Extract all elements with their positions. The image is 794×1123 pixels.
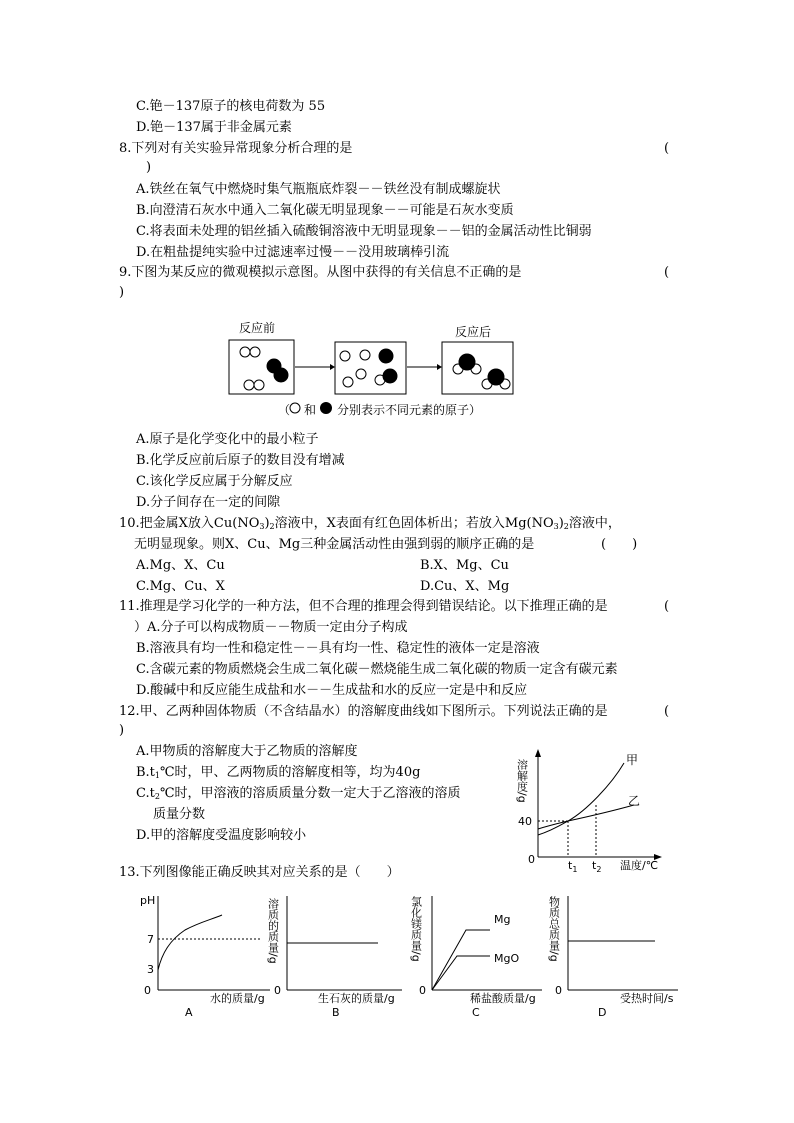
t1-label: $t_1$ — [568, 859, 578, 874]
option-b[interactable]: B.溶液具有均一性和稳定性－－具有均一性、稳定性的液体一定是溶液 — [136, 641, 540, 656]
reaction-micro-diagram — [225, 318, 525, 420]
series-yi-curve — [538, 805, 634, 829]
option-d[interactable]: D.酸碱中和反应能生成盐和水－－生成盐和水的反应一定是中和反应 — [136, 683, 528, 698]
middle-atoms — [340, 349, 397, 387]
ph-curve — [158, 915, 222, 970]
x-axis-label: 生石灰的质量/g — [318, 992, 395, 1005]
y-axis-label: 溶质的质量/g — [266, 898, 280, 964]
option-c[interactable]: $C.t_2℃$时，甲溶液的溶质质量分数一定大于乙溶液的溶质 — [136, 786, 461, 801]
origin-label: 0 — [528, 853, 535, 866]
origin-label: 0 — [144, 984, 151, 997]
solubility-curve-chart — [516, 745, 676, 875]
chart-d — [547, 888, 690, 1023]
option-c-continued: 质量分数 — [153, 807, 206, 822]
x-axis-label: 稀盐酸质量/g — [470, 992, 536, 1005]
panel-label: D — [598, 1006, 607, 1019]
option-d[interactable]: D.Cu、X、Mg — [420, 579, 510, 594]
series-mg-label: Mg — [494, 913, 511, 926]
black-atom-legend-icon — [320, 402, 332, 414]
y-tick-7: 7 — [147, 933, 154, 946]
origin-label: 0 — [555, 984, 562, 997]
y-axis-label: 物质总质量/g — [547, 896, 561, 962]
arrow-1-head — [330, 364, 335, 370]
x-axis-label: 受热时间/s — [620, 992, 674, 1005]
y-tick-40: 40 — [518, 815, 532, 828]
before-label: 反应前 — [239, 321, 276, 335]
option-b[interactable]: B.X、Mg、Cu — [420, 558, 509, 573]
answer-paren-open: ( — [664, 704, 670, 719]
series-mgo-label: MgO — [494, 952, 520, 965]
y-axis-label: 溶解度/g — [515, 759, 529, 803]
chart-c — [410, 888, 550, 1023]
chart-b — [266, 888, 410, 1023]
question-9-stem: 9.下图为某反应的微观模拟示意图。从图中获得的有关信息不正确的是 — [119, 265, 522, 280]
option-a[interactable]: A.甲物质的溶解度大于乙物质的溶解度 — [136, 744, 358, 759]
answer-paren-close: ) — [119, 723, 125, 738]
option-c[interactable]: C.含碳元素的物质燃烧会生成二氧化碳－燃烧能生成二氧化碳的物质一定含有碳元素 — [136, 662, 618, 677]
option-b[interactable]: B.向澄清石灰水中通入二氧化碳无明显现象－－可能是石灰水变质 — [136, 203, 514, 218]
panel-label: A — [185, 1006, 193, 1019]
option-c[interactable]: C.将表面未处理的铝丝插入硫酸铜溶液中无明显现象－－铝的金属活动性比铜弱 — [136, 224, 592, 239]
x-axis-label: 水的质量/g — [210, 992, 265, 1005]
option-a[interactable]: A.Mg、X、Cu — [136, 558, 225, 573]
panel-label: B — [332, 1006, 340, 1019]
answer-paren-close: ) — [119, 285, 125, 300]
answer-paren-open: ( — [664, 599, 670, 614]
option-d[interactable]: D.甲的溶解度受温度影响较小 — [136, 828, 307, 843]
x-axis-label: 温度/℃ — [620, 859, 659, 872]
option-d[interactable]: D.分子间存在一定的间隙 — [136, 495, 281, 510]
origin-label: 0 — [274, 984, 281, 997]
legend-caption-c: 分别表示不同元素的原子） — [337, 403, 482, 417]
panel-label: C — [472, 1006, 480, 1019]
question-10-stem-line2: 无明显现象。则X、Cu、Mg三种金属活动性由强到弱的顺序正确的是 — [134, 537, 535, 552]
series-yi-label: 乙 — [628, 794, 641, 808]
option-text: D.铯－137属于非金属元素 — [136, 120, 292, 135]
y-axis-arrow — [535, 749, 541, 757]
y-tick-3: 3 — [147, 963, 154, 976]
t2-label: $t_2$ — [592, 859, 602, 874]
answer-paren-open: ( — [664, 265, 670, 280]
after-molecules — [453, 354, 510, 389]
legend-caption-b: 和 — [304, 403, 317, 417]
option-a[interactable]: ）A.分子可以构成物质－－物质一定由分子构成 — [134, 620, 408, 635]
option-d[interactable]: D.在粗盐提纯实验中过滤速率过慢－－没用玻璃棒引流 — [136, 245, 450, 260]
y-axis-label: pH — [140, 894, 156, 907]
arrow-2-head — [437, 364, 442, 370]
answer-paren-open: ( — [664, 141, 670, 156]
option-b[interactable]: B.化学反应前后原子的数目没有增减 — [136, 453, 345, 468]
question-13-stem: 13.下列图像能正确反映其对应关系的是（ ） — [119, 865, 400, 880]
question-11-stem: 11.推理是学习化学的一种方法，但不合理的推理会得到错误结论。以下推理正确的是 — [119, 599, 608, 614]
option-a[interactable]: A.铁丝在氧气中燃烧时集气瓶瓶底炸裂－－铁丝没有制成螺旋状 — [136, 182, 501, 197]
answer-paren-close: ) — [146, 160, 152, 175]
answer-paren: ( ) — [601, 537, 638, 552]
question-8-stem: 8.下列对有关实验异常现象分析合理的是 — [119, 141, 353, 156]
option-c[interactable]: C.该化学反应属于分解反应 — [136, 474, 293, 489]
y-axis-label: 氯化镁质量/g — [409, 896, 423, 962]
before-molecules — [240, 347, 288, 390]
origin-label: 0 — [419, 984, 426, 997]
series-jia-label: 甲 — [626, 753, 639, 767]
chart-a — [140, 888, 275, 1023]
option-b[interactable]: $B.t_1℃$时，甲、乙两物质的溶解度相等，均为40g — [136, 765, 421, 780]
question-12-stem: 12.甲、乙两种固体物质（不含结晶水）的溶解度曲线如下图所示。下列说法正确的是 — [119, 704, 608, 719]
series-mg-line — [432, 930, 490, 990]
option-c[interactable]: C.Mg、Cu、X — [136, 579, 225, 594]
legend-caption-a: （ — [278, 403, 291, 417]
series-mgo-line — [432, 956, 490, 990]
option-a[interactable]: A.原子是化学变化中的最小粒子 — [136, 432, 319, 447]
option-text: C.铯－137原子的核电荷数为 55 — [136, 99, 326, 114]
question-10-stem: 10.把金属X放入$Cu(NO_3)_2$溶液中，X表面有红色固体析出；若放入$Mg(NO_3)_2$溶液中， — [119, 516, 621, 531]
white-atom-legend-icon — [290, 403, 300, 413]
after-label: 反应后 — [455, 325, 492, 339]
series-jia-curve — [538, 763, 624, 835]
